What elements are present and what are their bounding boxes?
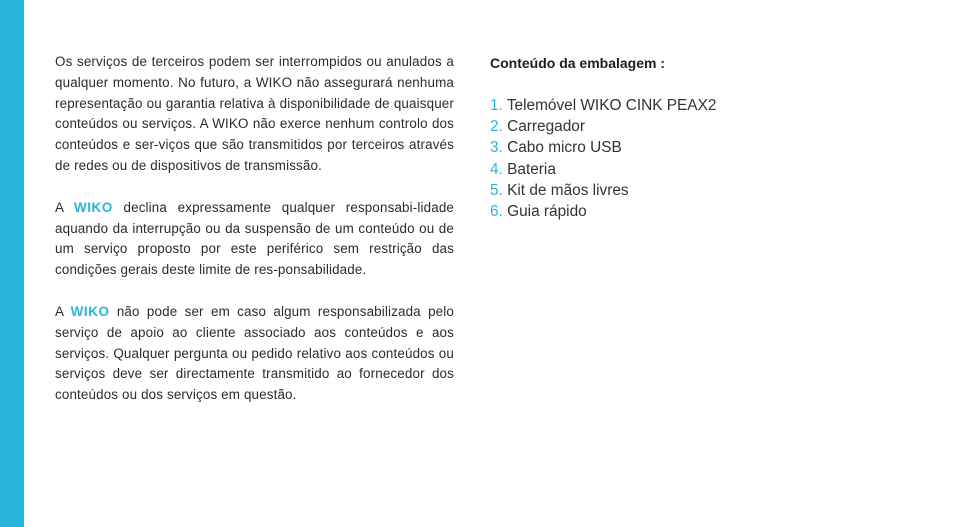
paragraph-prefix: A	[55, 303, 64, 319]
disclaimer-column	[55, 52, 454, 427]
item-label: Bateria	[507, 160, 556, 178]
item-label: Telemóvel WIKO CINK PEAX2	[506, 97, 717, 114]
item-label: Cabo micro USB	[507, 139, 622, 157]
paragraph-text: não pode ser em caso algum responsabilizada pelo serviço de apoio ao cliente associado aos conteúdos e aos serviços. Qualquer pergunta ou pedido relativo aos conteúdos ou serviços deve ser directamente transmitido ao fornecedor dos conteúdos ou dos serviços em questão.	[55, 303, 454, 403]
brand-name: WIKO	[74, 199, 113, 215]
list-item	[490, 159, 920, 180]
paragraph-text: declina expressamente qualquer responsabi-lidade aquando da interrupção ou da suspensão de um conteúdo ou de um serviço proposto por este periférico sem restrição das condições gerais deste limite de res-ponsabilidade.	[55, 199, 455, 278]
item-label: Guia rápido	[507, 203, 587, 221]
list-item	[490, 180, 920, 201]
third-party-services-paragraph: Os serviços de terceiros podem ser interrompidos ou anulados a qualquer momento. No futuro, a WIKO não assegurará nenhuma representação ou garantia relativa à disponibilidade de quaisquer conteúdos ou serviços. A WIKO não exerce nenhum controlo dos conteúdos e ser-viços que são transmitidos por terceiros através de redes ou de dispositivos de transmissão.	[55, 54, 454, 173]
list-item	[490, 95, 920, 116]
left-accent-stripe	[0, 0, 24, 527]
list-item	[490, 137, 920, 158]
item-number: 6.	[490, 203, 503, 221]
customer-support-paragraph	[55, 302, 454, 406]
box-contents-heading: Conteúdo da embalagem :	[490, 55, 666, 71]
list-item	[490, 116, 920, 137]
list-item	[490, 201, 920, 222]
item-label: Kit de mãos livres	[507, 181, 629, 199]
item-number: 5.	[490, 181, 503, 199]
brand-name: WIKO	[70, 303, 110, 319]
paragraph-prefix: A	[55, 199, 64, 215]
item-number: 1.	[490, 97, 503, 114]
liability-disclaimer-paragraph	[55, 198, 454, 281]
item-number: 2.	[490, 118, 503, 136]
box-contents-section	[490, 53, 920, 222]
item-number: 3.	[490, 139, 503, 157]
item-number: 4.	[490, 160, 503, 178]
item-label: Carregador	[507, 118, 585, 136]
box-contents-list	[490, 95, 920, 222]
